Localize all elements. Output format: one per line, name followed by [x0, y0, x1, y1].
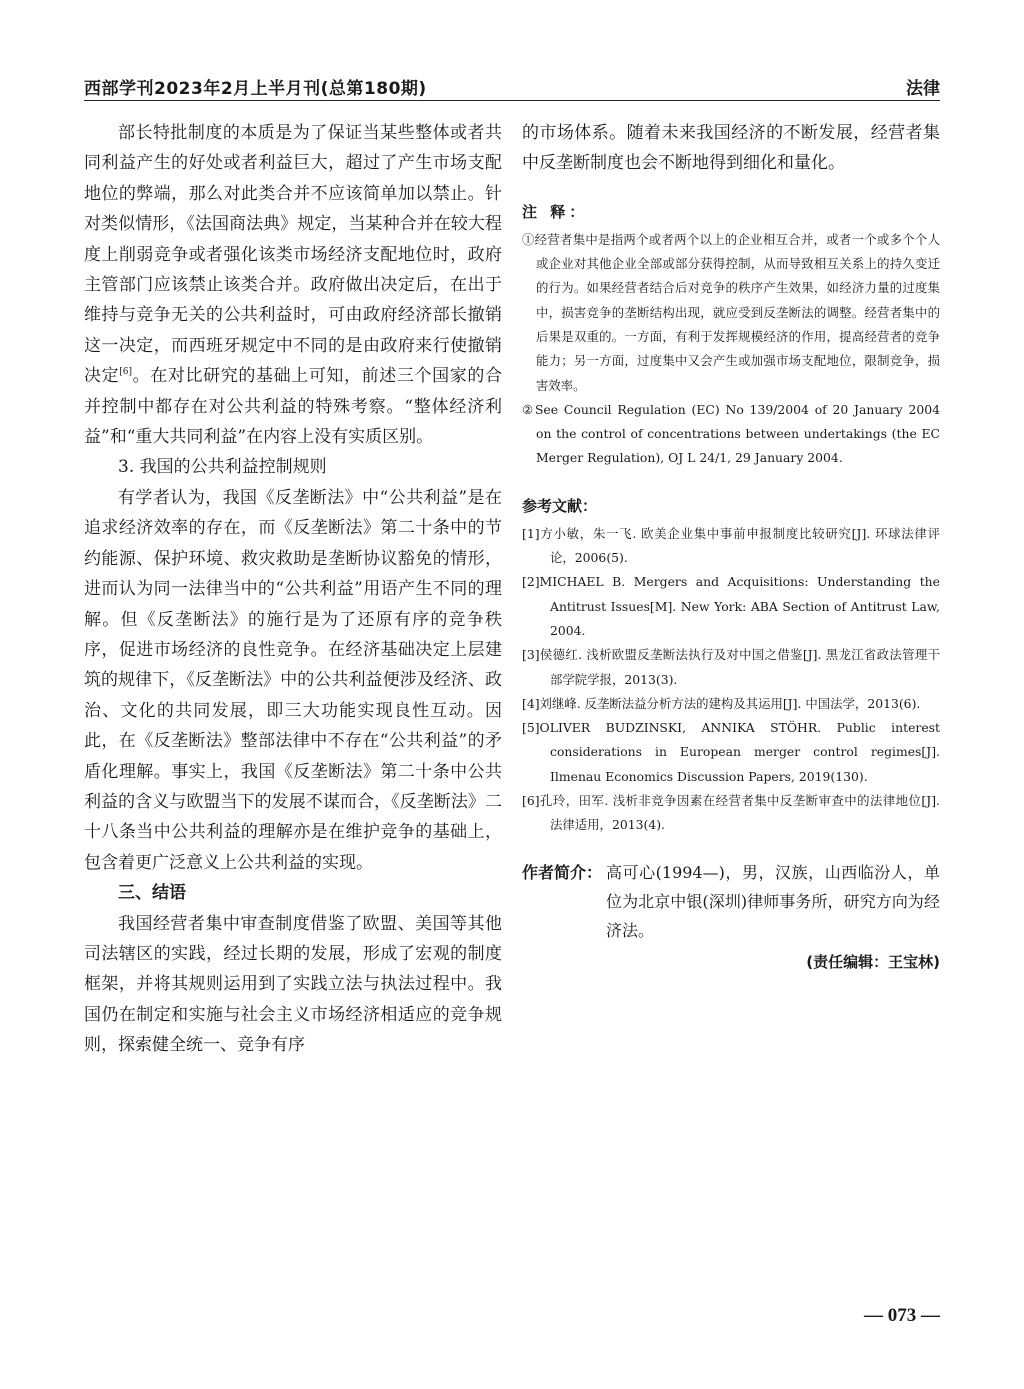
- author-bio: [522, 858, 940, 945]
- reference-item: [5]OLIVER BUDZINSKI, ANNIKA STÖHR. Public interest considerations in European merger control regimes[J]. Ilmenau Economics Discussion Papers, 2019(130).: [522, 720, 940, 784]
- left-column: [84, 118, 502, 1061]
- paragraph: 部长特批制度的本质是为了保证当某些整体或者共同利益产生的好处或者利益巨大，超过了产生市场支配地位的弊端，那么对此类合并不应该简单加以禁止。针对类似情形，《法国商法典》规定，当某种合并在较大程度上削弱竞争或者强化该类市场经济支配地位时，政府主管部门应该禁止该类合并。政府做出决定后，在出于维持与竞争无关的公共利益时，可由政府经济部长撤销这一决定，而西班牙规定中不同的是由政府来行使撤销决定[6]。在对比研究的基础上可知，前述三个国家的合并控制中都存在对公共利益的特殊考察。“整体经济利益”和“重大共同利益”在内容上没有实质区别。: [84, 123, 503, 448]
- note-item: ①经营者集中是指两个或者两个以上的企业相互合并，或者一个或多个个人或企业对其他企业全部或部分获得控制，从而导致相互关系上的持久变迁的行为。如果经营者结合后对竞争的秩序产生效果，如经济力量的过度集中，损害竞争的垄断结构出现，就应受到反垄断法的调整。经营者集中的后果是双重的。一方面，有利于发挥规模经济的作用，提高经营者的竞争能力；另一方面，过度集中又会产生或加强市场支配地位，限制竞争，损害效率。: [522, 231, 940, 393]
- reference-item: [3]侯德红. 浅析欧盟反垄断法执行及对中国之借鉴[J]. 黑龙江省政法管理干部学院学报，2013(3).: [522, 647, 940, 687]
- subsection-heading: 3. 我国的公共利益控制规则: [118, 457, 327, 478]
- paragraph: 有学者认为，我国《反垄断法》中“公共利益”是在追求经济效率的存在，而《反垄断法》第二十条中的节约能源、保护环境、救灾救助是垄断协议豁免的情形，进而认为同一法律当中的“公共利益”用语产生不同的理解。但《反垄断法》的施行是为了还原有序的竞争秩序，促进市场经济的良性竞争。在经济基础决定上层建筑的规律下，《反垄断法》中的公共利益便涉及经济、政治、文化的共同发展，即三大功能实现良性互动。因此，在《反垄断法》整部法律中不存在“公共利益”的矛盾化理解。事实上，我国《反垄断法》第二十条中公共利益的含义与欧盟当下的发展不谋而合，《反垄断法》二十八条当中公共利益的理解亦是在维护竞争的基础上，包含着更广泛意义上公共利益的实现。: [84, 487, 502, 873]
- header-rule: [84, 100, 940, 101]
- section-heading: 三、结语: [118, 883, 186, 904]
- section-label: 法律: [906, 79, 940, 99]
- reference-item: [1]方小敏，朱一飞. 欧美企业集中事前申报制度比较研究[J]. 环球法律评论，2006(5).: [522, 525, 940, 566]
- page-number: — 073 —: [864, 1305, 940, 1326]
- references-heading: 参考文献：: [522, 496, 598, 515]
- right-column: [522, 118, 940, 972]
- paragraph: 的市场体系。随着未来我国经济的不断发展，经营者集中反垄断制度也会不断地得到细化和量化。: [522, 123, 940, 174]
- author-text: 高可心(1994—)，男，汉族，山西临汾人，单位为北京中银(深圳)律师事务所，研究方向为经济法。: [606, 862, 940, 940]
- editor-credit: (责任编辑：王宝林): [806, 952, 940, 971]
- reference-item: [2]MICHAEL B. Mergers and Acquisitions: Understanding the Antitrust Issues[M]. New York: ABA Section of Antitrust Law, 2004.: [522, 574, 940, 638]
- paragraph: 我国经营者集中审查制度借鉴了欧盟、美国等其他司法辖区的实践，经过长期的发展，形成了宏观的制度框架，并将其规则运用到了实践立法与执法过程中。我国仍在制定和实施与社会主义市场经济相适应的竞争规则，探索健全统一、竞争有序: [84, 913, 502, 1056]
- journal-title: 西部学刊2023年2月上半月刊(总第180期): [84, 79, 427, 99]
- notes-heading: 注 释：: [522, 202, 589, 221]
- author-label: 作者简介：: [522, 862, 603, 882]
- running-header: [84, 74, 940, 100]
- reference-item: [4]刘继峰. 反垄断法益分析方法的建构及其运用[J]. 中国法学，2013(6).: [522, 695, 921, 711]
- reference-item: [6]孔玲，田军. 浅析非竞争因素在经营者集中反垄断审查中的法律地位[J]. 法律适用，2013(4).: [522, 793, 940, 833]
- note-item: ②See Council Regulation (EC) No 139/2004 of 20 January 2004 on the control of concentrations between undertakings (the EC Merger Regulation), OJ L 24/1, 29 January 2004.: [522, 401, 940, 466]
- citation[interactable]: [6]: [119, 367, 132, 378]
